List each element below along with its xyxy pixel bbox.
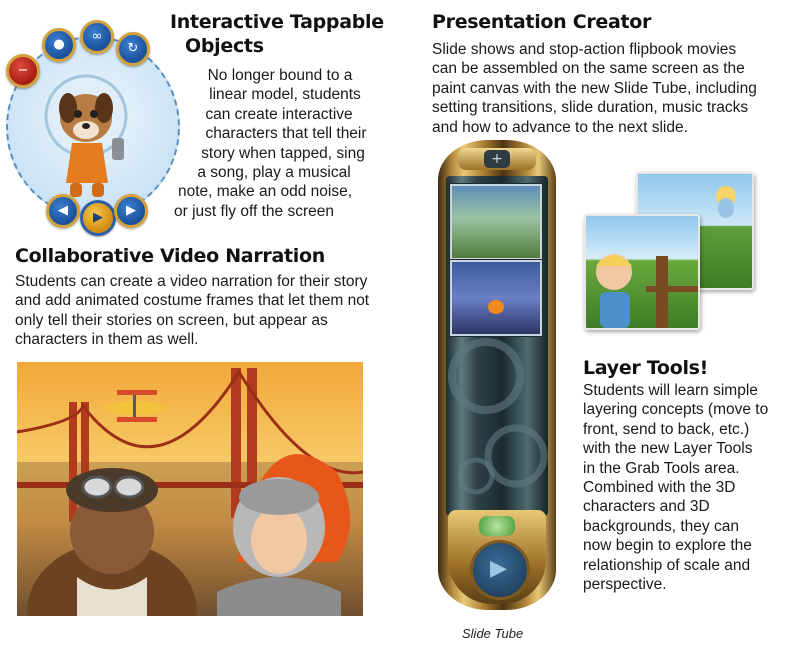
narration-line: characters in them as well. xyxy=(15,331,199,349)
layers-line: with the new Layer Tools xyxy=(583,440,753,458)
layers-line: layering concepts (move to xyxy=(583,401,769,419)
slide-thumbnail-2[interactable] xyxy=(450,260,542,336)
slide-tube-play-button[interactable] xyxy=(470,540,530,600)
presentation-line: Slide shows and stop-action flipbook movies xyxy=(432,41,737,58)
layers-line: relationship of scale and xyxy=(583,556,751,574)
layers-line: characters and 3D xyxy=(583,498,710,516)
boy-character-image xyxy=(586,216,698,328)
tappable-description xyxy=(150,66,380,221)
microphone-icon[interactable]: ● xyxy=(42,28,76,62)
tube-indicator xyxy=(479,516,515,536)
narration-description xyxy=(15,272,395,350)
slide-thumbnail-1[interactable] xyxy=(450,184,542,260)
layers-line: front, send to back, etc.) xyxy=(583,420,750,438)
narration-title: Collaborative Video Narration xyxy=(15,245,325,267)
layers-line: in the Grab Tools area. xyxy=(583,459,740,477)
add-slide-button[interactable]: + xyxy=(484,150,510,168)
biplane-icon xyxy=(105,390,165,422)
presentation-line: setting transitions, slide duration, music tracks xyxy=(432,99,749,117)
layer-card-front xyxy=(584,214,700,330)
layers-line: now begin to explore the xyxy=(583,537,752,555)
narration-line: Students can create a video narration for their story xyxy=(15,273,368,290)
pumpkin-icon xyxy=(488,300,504,314)
tappable-line: can create interactive xyxy=(205,105,353,123)
tappable-title-line2: Objects xyxy=(185,35,264,57)
slide-tube-caption: Slide Tube xyxy=(462,626,524,641)
forward-icon[interactable]: ▶ xyxy=(114,194,148,228)
minus-icon[interactable]: − xyxy=(6,54,40,88)
presentation-description xyxy=(432,40,792,137)
tappable-line: or just fly off the screen xyxy=(174,202,334,220)
golden-gate-scene xyxy=(17,362,363,616)
tappable-title-line1: Interactive Tappable xyxy=(170,11,384,33)
layers-title: Layer Tools! xyxy=(583,357,709,379)
video-narration-photo xyxy=(17,362,363,616)
tappable-line: a song, play a musical xyxy=(197,164,351,182)
tappable-line: linear model, students xyxy=(209,86,361,104)
tappable-line: characters that tell their xyxy=(205,125,367,143)
rotate-icon[interactable]: ↻ xyxy=(116,32,150,66)
presentation-title: Presentation Creator xyxy=(432,11,652,33)
presentation-line: can be assembled on the same screen as the xyxy=(432,60,745,78)
layers-line: perspective. xyxy=(583,576,667,594)
tappable-line: note, make an odd noise, xyxy=(177,183,353,201)
presentation-line: and how to advance to the next slide. xyxy=(432,118,688,136)
presentation-line: paint canvas with the new Slide Tube, including xyxy=(432,79,757,97)
play-icon[interactable]: ▶ xyxy=(80,200,116,236)
narration-line: and add animated costume frames that let them not xyxy=(15,292,370,310)
layers-line: Students will learn simple xyxy=(583,382,758,399)
rewind-icon[interactable]: ◀ xyxy=(46,194,80,228)
tappable-line: story when tapped, sing xyxy=(201,144,365,162)
layers-line: Combined with the 3D xyxy=(583,479,736,497)
link-icon[interactable]: ∞ xyxy=(80,20,114,54)
layers-description xyxy=(583,381,793,594)
play-icon: ▶ xyxy=(490,556,507,581)
tappable-line: No longer bound to a xyxy=(207,67,353,84)
narration-line: only tell their stories on screen, but appear as xyxy=(15,311,328,329)
layers-line: backgrounds, they can xyxy=(583,517,739,535)
